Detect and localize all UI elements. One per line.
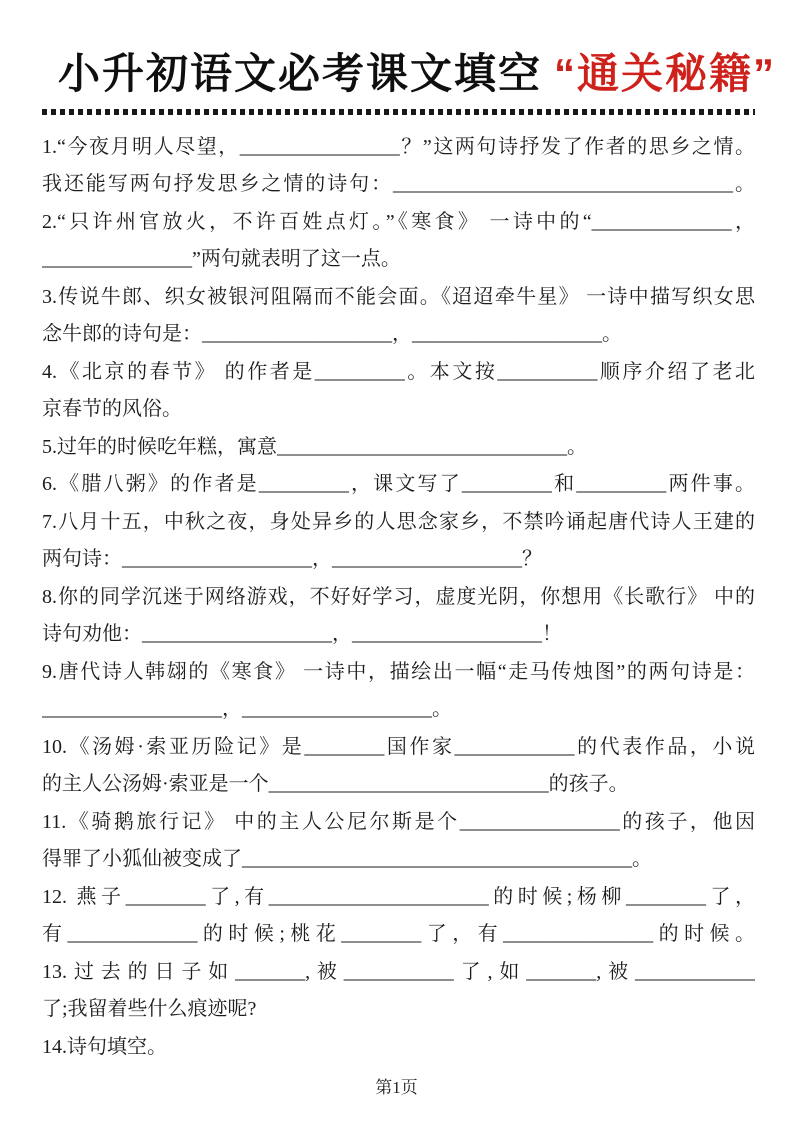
page-header [42, 48, 777, 101]
page-title: 小升初语文必考课文填空 [58, 50, 543, 97]
question-line: _______________”两句就表明了这一点。 [42, 248, 401, 270]
question-line: 了;我留着些什么痕迹呢? [42, 998, 257, 1020]
question-line: 5.过年的时候吃年糕，寓意_____________________________。 [42, 435, 587, 458]
page-number: 第1页 [375, 1078, 418, 1097]
question-line: 我还能写两句抒发思乡之情的诗句：__________________________________。 [42, 173, 755, 195]
question-line: __________________，___________________。 [42, 698, 452, 720]
dotted-divider [42, 109, 755, 115]
question-line: 两句诗：___________________，___________________？ [42, 548, 542, 570]
question-line: 京春节的风俗。 [42, 398, 182, 420]
question-line: 6.《腊八粥》的作者是_________，课文写了_________和_________两件事。 [42, 473, 755, 495]
question-line: 有_____________的时候;桃花________了，有_______________的时候。 [42, 923, 755, 945]
page-footer [0, 1073, 793, 1098]
question-line: 2.“只许州官放火，不许百姓点灯。”《寒食》 一诗中的“______________， [42, 210, 755, 233]
question-line: 的主人公汤姆·索亚是一个____________________________的孩子。 [42, 773, 629, 795]
question-line: 4.《北京的春节》 的作者是_________。本文按__________顺序介绍了老北 [42, 360, 755, 383]
question-list [42, 129, 755, 1067]
question-line: 11.《骑鹅旅行记》 中的主人公尼尔斯是个________________的孩子，他因 [42, 810, 755, 833]
question-line: 8.你的同学沉迷于网络游戏，不好好学习，虚度光阴，你想用《长歌行》 中的 [42, 585, 755, 608]
question-line: 得罪了小狐仙被变成了_______________________________________。 [42, 848, 652, 870]
question-line: 12. 燕子________了,有______________________的时候;杨柳________了， [42, 885, 755, 908]
page-title-accent: “通关秘籍” [554, 50, 777, 97]
question-line: 10.《汤姆·索亚历险记》是________国作家____________的代表作品，小说 [42, 735, 755, 758]
question-line: 7.八月十五，中秋之夜，身处异乡的人思念家乡，不禁吟诵起唐代诗人王建的 [42, 510, 755, 533]
question-line: 13.过去的日子如_______,被___________了,如_______,被____________ [42, 960, 755, 983]
question-line: 3.传说牛郎、织女被银河阻隔而不能会面。《迢迢牵牛星》 一诗中描写织女思 [42, 285, 755, 308]
question-line: 9.唐代诗人韩翃的《寒食》 一诗中，描绘出一幅“走马传烛图”的两句诗是： [42, 660, 755, 683]
question-line: 1.“今夜月明人尽望，________________？”这两句诗抒发了作者的思乡之情。 [42, 135, 755, 158]
question-line: 诗句劝他：___________________，___________________！ [42, 623, 562, 645]
question-line: 14.诗句填空。 [42, 1035, 167, 1058]
question-line: 念牛郎的诗句是：___________________，___________________。 [42, 323, 622, 345]
